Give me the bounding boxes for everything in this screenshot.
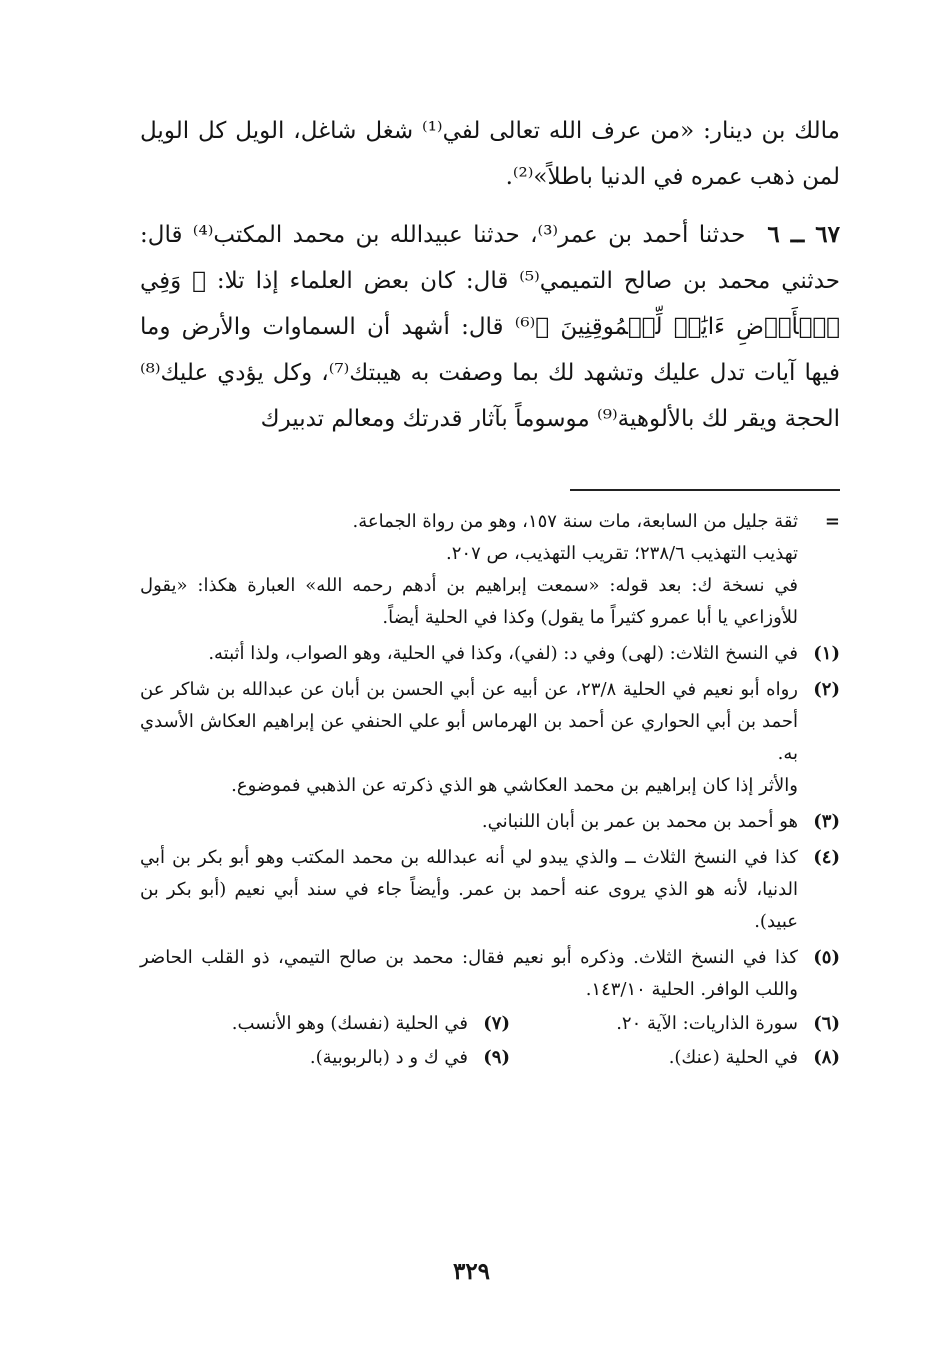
footnote-mark: (٨) xyxy=(813,1047,840,1068)
footnotes xyxy=(140,506,840,1074)
footnote-6 xyxy=(510,1008,840,1040)
footnote-2 xyxy=(140,674,840,802)
footnote-5 xyxy=(140,942,840,1006)
footnote-line: كذا في النسخ الثلاث. وذكره أبو نعيم فقال: محمد بن صالح التيمي، ذو القلب الحاضر واللب الوافر. الحلية ١٤٣/١٠. xyxy=(140,947,798,1000)
footnote-9 xyxy=(180,1042,510,1074)
footnote-line: كذا في النسخ الثلاث ــ والذي يبدو لي أنه عبدالله بن محمد المكتب وهو أبو بكر بن أبي الدنيا، لأنه هو الذي يروى عنه أحمد بن عمر. وأيضاً جاء في سند أبي نعيم (أبو بكر بن عبيد). xyxy=(140,847,798,932)
footnote-mark: (٦) xyxy=(813,1013,840,1034)
footnote-mark: (١) xyxy=(813,643,840,664)
paragraph-2-text: حدثنا أحمد بن عمر⁽³⁾، حدثنا عبيدالله بن محمد المكتب⁽⁴⁾ قال: حدثني محمد بن صالح التميمي⁽⁵⁾ قال: كان بعض العلماء إذا تلا: ﴿ وَفِي ٱلۡأَرۡضِ ءَايَٰتٞ لِّلۡمُوقِنِينَ ﴾⁽⁶⁾ قال: أشهد أن السماوات والأرض وما فيها آيات تدل عليك وتشهد لك بما وصفت به هيبتك⁽⁷⁾، وكل يؤدي عليك⁽⁸⁾ الحجة ويقر لك بالألوهية⁽⁹⁾ موسوماً بآثار قدرتك ومعالم تدبيرك xyxy=(140,222,841,432)
footnote-7 xyxy=(180,1008,510,1040)
footnote-line: هو أحمد بن محمد بن عمر بن أبان اللنباني. xyxy=(481,811,798,832)
footnote-line: في النسخ الثلاث: (لهى) وفي د: (لفي)، وكذا في الحلية، وهو الصواب، ولذا أثبته. xyxy=(208,643,798,664)
footnote-line: رواه أبو نعيم في الحلية ٢٣/٨، عن أبيه عن أبي الحسن بن أبان عن عبدالله بن شاكر عن أحمد بن أبي الحواري عن أحمد بن الهرماس أبو علي الحنفي عن إبراهيم العكاش الأسدي به. xyxy=(140,679,798,764)
footnote-line: في نسخة ك: بعد قوله: «سمعت إبراهيم بن أدهم رحمه الله» العبارة هكذا: «يقول للأوزاعي يا أبا عمرو كثيراً ما يقول) وكذا في الحلية أيضاً. xyxy=(140,575,798,628)
footnote-1 xyxy=(140,638,840,670)
footnote-mark: (٩) xyxy=(483,1047,510,1068)
footnote-8 xyxy=(510,1042,840,1074)
hadith-number: ٦٧ ــ ٦ xyxy=(767,221,840,248)
footnote-body xyxy=(140,674,798,802)
footnote-mark: (٧) xyxy=(483,1013,510,1034)
footnote-pair-row xyxy=(140,1042,840,1074)
paragraph-2 xyxy=(140,212,840,442)
footnote-body xyxy=(140,842,798,938)
footnote-continuation xyxy=(140,506,840,634)
footnote-text: في ك و د (بالربوبية). xyxy=(309,1047,468,1068)
footnote-mark: (٥) xyxy=(813,947,840,968)
footnote-line: والأثر إذا كان إبراهيم بن محمد العكاشي هو الذي ذكرته عن الذهبي فموضوع. xyxy=(231,775,798,796)
footnote-mark: (٣) xyxy=(813,811,840,832)
footnote-4 xyxy=(140,842,840,938)
footnote-body xyxy=(140,942,798,1006)
footnote-line: ثقة جليل من السابعة، مات سنة ١٥٧، وهو من رواة الجماعة. xyxy=(352,511,798,532)
footnote-mark: (٤) xyxy=(813,847,840,868)
footnote-body xyxy=(140,638,798,670)
footnote-text: سورة الذاريات: الآية ٢٠. xyxy=(616,1013,798,1034)
page-number: ٣٢٩ xyxy=(452,1258,491,1285)
footnote-pair-row xyxy=(140,1008,840,1040)
paragraph-1: مالك بن دينار: «من عرف الله تعالى لفي⁽¹⁾ شغل شاغل، الويل كل الويل لمن ذهب عمره في الدنيا باطلاً»⁽²⁾. xyxy=(140,118,840,190)
footnote-line: تهذيب التهذيب ٢٣٨/٦؛ تقريب التهذيب، ص ٢٠٧. xyxy=(446,543,798,564)
footnote-mark: = xyxy=(824,511,840,532)
footnote-text: في الحلية (عنك). xyxy=(668,1047,798,1068)
footnote-separator xyxy=(570,489,840,491)
footnote-mark: (٢) xyxy=(813,679,840,700)
footnote-text: في الحلية (نفسك) وهو الأنسب. xyxy=(231,1013,468,1034)
footnote-3 xyxy=(140,806,840,838)
footnote-body xyxy=(140,806,798,838)
footnote-body xyxy=(140,506,798,634)
main-text xyxy=(140,108,840,442)
